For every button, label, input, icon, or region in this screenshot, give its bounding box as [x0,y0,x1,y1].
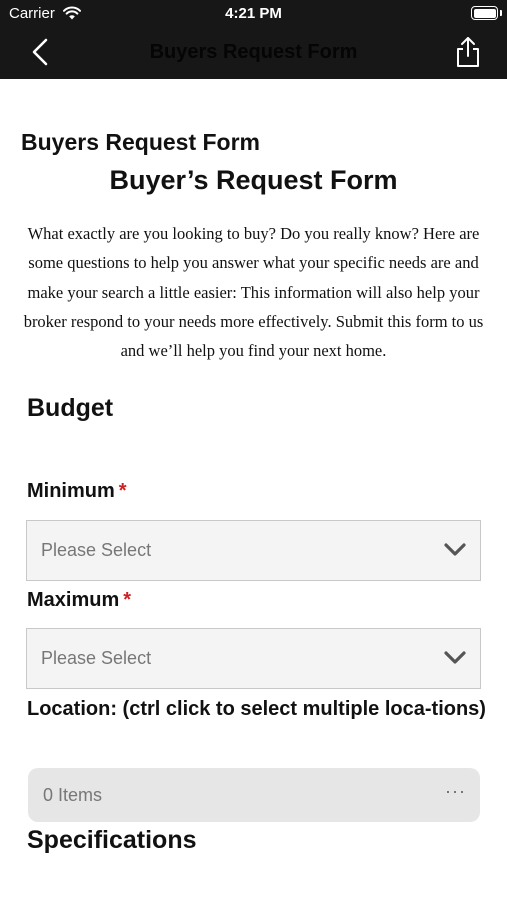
form-title: Buyer’s Request Form [109,165,398,195]
share-button[interactable] [451,34,485,70]
required-mark: * [118,480,127,502]
location-label: Location: (ctrl click to select multiple loca-tions) [27,698,486,720]
carrier-label: Carrier [9,5,55,22]
minimum-select[interactable] [26,520,481,581]
page-heading: Buyers Request Form [21,129,261,155]
maximum-select[interactable] [26,628,481,689]
minimum-label [27,480,127,503]
minimum-label-text: Minimum [27,480,115,502]
status-bar [0,0,507,28]
share-icon [451,34,485,70]
minimum-select-value: Please Select [41,540,152,560]
maximum-label [27,589,131,612]
top-bar [0,0,507,79]
battery-icon [471,6,498,20]
specifications-section-title: Specifications [27,826,197,854]
battery-tip [500,10,502,16]
maximum-select-value: Please Select [41,648,152,668]
chevron-down-icon [444,649,466,667]
chevron-down-icon [444,541,466,559]
nav-title: Buyers Request Form [149,41,358,63]
more-icon: ··· [445,781,466,801]
required-mark: * [123,589,132,611]
navigation-bar [0,28,507,79]
intro-paragraph: What exactly are you looking to buy? Do you really know? Here are some questions to help you answer what your specific needs are and make your search a little easier: This information will also help your broker respond to your needs more effectively. Submit this form to us and we’ll help you find your next home. [23,224,484,361]
budget-section-title: Budget [27,394,114,422]
maximum-label-text: Maximum [27,589,120,611]
form-content [0,79,507,900]
status-time: 4:21 PM [225,5,282,22]
location-items-count: 0 Items [43,785,103,805]
location-multiselect[interactable] [28,768,480,822]
